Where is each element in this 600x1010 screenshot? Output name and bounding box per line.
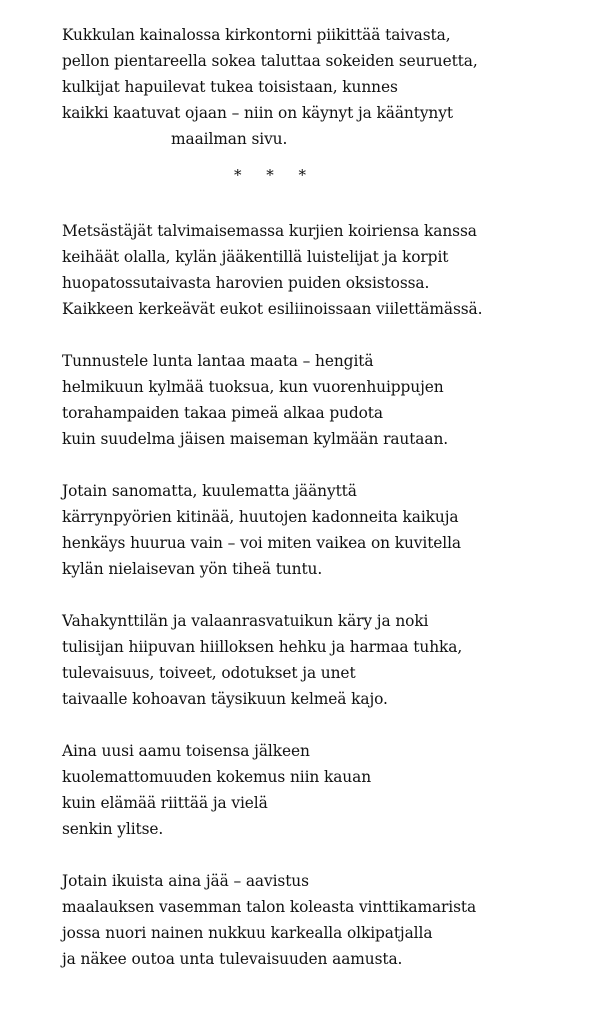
poem-line: keihäät olalla, kylän jääkentillä luistelijat ja korpit <box>62 248 449 266</box>
section-separator: * * * <box>234 166 317 184</box>
poem-line: kulkijat hapuilevat tukea toisistaan, kunnes <box>62 78 398 96</box>
poem-line: Kukkulan kainalossa kirkontorni piikittää taivasta, <box>62 26 451 44</box>
poem-line: Kaikkeen kerkeävät eukot esiliinoissaan viilettämässä. <box>62 300 483 318</box>
stanza <box>62 608 592 712</box>
poem-line: Jotain sanomatta, kuulematta jäänyttä <box>62 482 357 500</box>
poem-line: kuolemattomuuden kokemus niin kauan <box>62 768 372 786</box>
poem-line: kuin suudelma jäisen maiseman kylmään rautaan. <box>62 430 449 448</box>
poem-line: kylän nielaisevan yön tiheä tuntu. <box>62 560 323 578</box>
poem-line: senkin ylitse. <box>62 820 164 838</box>
poem-line: torahampaiden takaa pimeä alkaa pudota <box>62 404 383 422</box>
poem-line: ja näkee outoa unta tulevaisuuden aamusta. <box>62 950 403 968</box>
stanza <box>62 868 592 972</box>
poem-line: Jotain ikuista aina jää – aavistus <box>62 872 309 890</box>
stanza-intro <box>62 22 592 152</box>
poem-line: tulevaisuus, toiveet, odotukset ja unet <box>62 664 356 682</box>
poem-line: taivaalle kohoavan täysikuun kelmeä kajo. <box>62 690 388 708</box>
poem-line: Metsästäjät talvimaisemassa kurjien koiriensa kanssa <box>62 222 477 240</box>
poem-line: Tunnustele lunta lantaa maata – hengitä <box>62 352 374 370</box>
stanza <box>62 478 592 582</box>
poem-line-indented: maailman sivu. <box>171 130 288 148</box>
poem-line: kärrynpyörien kitinää, huutojen kadonneita kaikuja <box>62 508 459 526</box>
poem-line: pellon pientareella sokea taluttaa sokeiden seuruetta, <box>62 52 478 70</box>
poem-line: Vahakynttilän ja valaanrasvatuikun käry ja noki <box>62 612 429 630</box>
poem-line: tulisijan hiipuvan hiilloksen hehku ja harmaa tuhka, <box>62 638 463 656</box>
poem-line: kaikki kaatuvat ojaan – niin on käynyt ja kääntynyt <box>62 104 453 122</box>
stanza <box>62 348 592 452</box>
stanza <box>62 218 592 322</box>
poem-line: huopatossutaivasta harovien puiden oksistossa. <box>62 274 430 292</box>
poem-line: Aina uusi aamu toisensa jälkeen <box>62 742 310 760</box>
stanza <box>62 738 592 842</box>
poem-line: kuin elämää riittää ja vielä <box>62 794 268 812</box>
poem-line: maalauksen vasemman talon koleasta vinttikamarista <box>62 898 477 916</box>
poem-line: henkäys huurua vain – voi miten vaikea on kuvitella <box>62 534 462 552</box>
poem-line: jossa nuori nainen nukkuu karkealla olkipatjalla <box>62 924 433 942</box>
poem <box>62 22 592 998</box>
poem-line: helmikuun kylmää tuoksua, kun vuorenhuippujen <box>62 378 444 396</box>
